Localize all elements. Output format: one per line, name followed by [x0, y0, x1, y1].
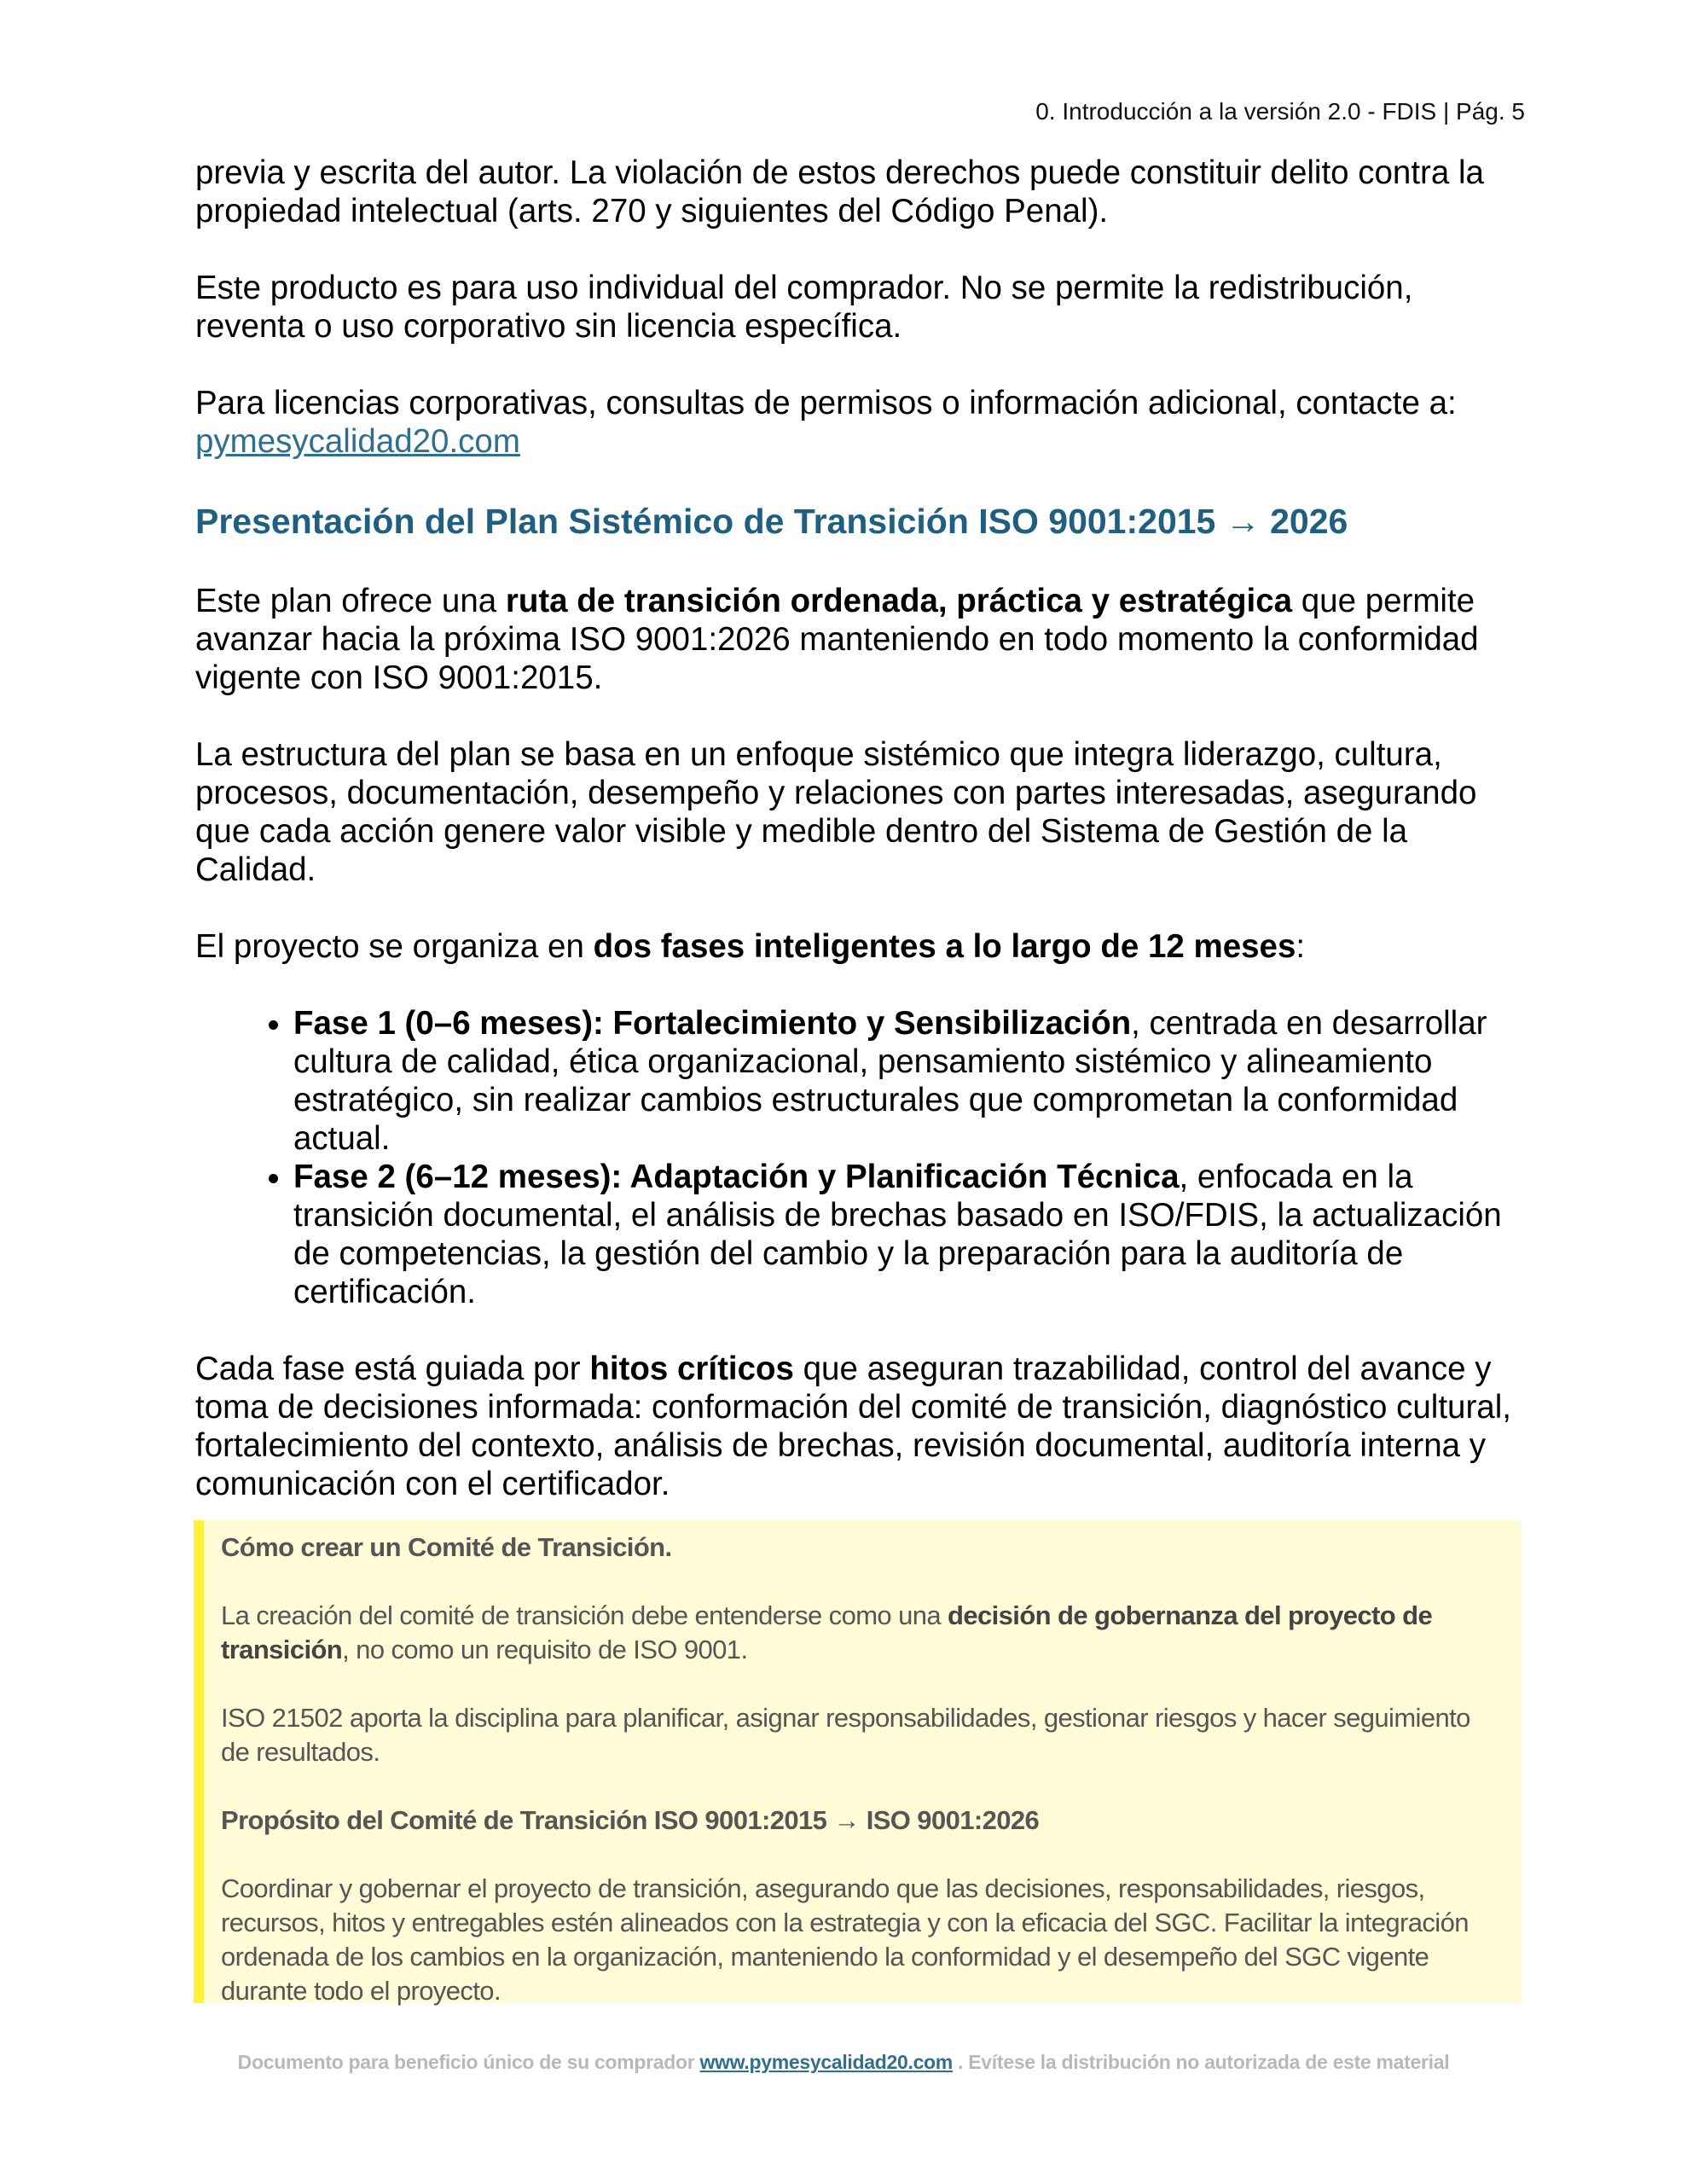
- page-footer: [0, 2051, 1687, 2074]
- page-header: 0. Introducción a la versión 2.0 - FDIS | Pág. 5: [1035, 98, 1525, 125]
- intro-bold: ruta de transición ordenada, práctica y estratégica: [505, 583, 1293, 619]
- committee-callout: [194, 1520, 1522, 2006]
- milestones-text-end: que aseguran trazabilidad, control del avance y toma de decisiones informada: conformación del comité de transición, diagnóstico cultural, fortalecimiento del contexto, análisis de brechas, revisión documental, auditoría interna y comunicación con el certificador.: [195, 1350, 1511, 1502]
- contact-text: Para licencias corporativas, consultas de permisos o información adicional, contacte a:: [195, 385, 1457, 421]
- footer-link[interactable]: www.pymesycalidad20.com: [699, 2051, 953, 2073]
- contact-paragraph: [195, 384, 1526, 461]
- callout-paragraph-2: ISO 21502 aporta la disciplina para planificar, asignar responsabilidades, gestionar riesgos y hacer seguimiento de resultados.: [221, 1703, 1470, 1767]
- org-text-end: :: [1296, 928, 1306, 965]
- org-bold: dos fases inteligentes a lo largo de 12 meses: [593, 928, 1296, 965]
- callout-bold: decisión de gobernanza del proyecto de transición: [221, 1600, 1433, 1664]
- callout-paragraph-3: Coordinar y gobernar el proyecto de transición, asegurando que las decisiones, responsabilidades, riesgos, recursos, hitos y entregables estén alineados con la estrategia y con la eficacia del SGC. Facilitar la integración ordenada de los cambios en la organización, manteniendo la conformidad y el desempeño del SGC vigente durante todo el proyecto.: [221, 1873, 1469, 2006]
- usage-paragraph: Este producto es para uso individual del comprador. No se permite la redistribución, reventa o uso corporativo sin licencia específica.: [195, 270, 1413, 345]
- org-text: El proyecto se organiza en: [195, 928, 594, 965]
- intro-text: Este plan ofrece una: [195, 583, 506, 619]
- milestones-bold: hitos críticos: [589, 1350, 794, 1387]
- copyright-paragraph: previa y escrita del autor. La violación de estos derechos puede constituir delito contra la propiedad intelectual (arts. 270 y siguientes del Código Penal).: [195, 154, 1484, 229]
- callout-text-end: , no como un requisito de ISO 9001.: [342, 1635, 748, 1664]
- phase-2-title: Fase 2 (6–12 meses): Adaptación y Planificación Técnica: [293, 1159, 1180, 1195]
- callout-text: La creación del comité de transición debe entenderse como una: [221, 1600, 948, 1630]
- milestones-paragraph: [195, 1350, 1526, 1503]
- website-link[interactable]: pymesycalidad20.com: [195, 423, 520, 460]
- phase-1-title: Fase 1 (0–6 meses): Fortalecimiento y Sensibilización: [293, 1005, 1132, 1042]
- footer-text: Documento para beneficio único de su comprador: [237, 2051, 700, 2073]
- callout-title: Cómo crear un Comité de Transición.: [221, 1532, 672, 1562]
- phases-list: [195, 1004, 1526, 1311]
- list-item: [293, 1158, 1526, 1311]
- phase-1-text: , centrada en desarrollar cultura de calidad, ética organizacional, pensamiento sistémico y alineamiento estratégico, sin realizar cambios estructurales que comprometan la conformidad actual.: [293, 1005, 1487, 1157]
- milestones-text: Cada fase está guiada por: [195, 1350, 590, 1387]
- callout-paragraph-1: [221, 1599, 1501, 1667]
- document-body: [195, 154, 1526, 1542]
- organization-paragraph: [195, 927, 1526, 966]
- structure-paragraph: La estructura del plan se basa en un enfoque sistémico que integra liderazgo, cultura, procesos, documentación, desempeño y relaciones con partes interesadas, asegurando que cada acción genere valor visible y medible dentro del Sistema de Gestión de la Calidad.: [195, 736, 1477, 888]
- callout-subtitle: Propósito del Comité de Transición ISO 9001:2015 → ISO 9001:2026: [221, 1805, 1040, 1835]
- section-title: Presentación del Plan Sistémico de Transición ISO 9001:2015 → 2026: [195, 502, 1348, 541]
- phase-2-text: , enfocada en la transición documental, el análisis de brechas basado en ISO/FDIS, la actualización de competencias, la gestión del cambio y la preparación para la auditoría de certificación.: [293, 1159, 1502, 1310]
- intro-text-end: que permite avanzar hacia la próxima ISO 9001:2026 manteniendo en todo momento la conformidad vigente con ISO 9001:2015.: [195, 583, 1479, 696]
- list-item: [293, 1004, 1526, 1158]
- footer-text-end: . Evítese la distribución no autorizada de este material: [952, 2051, 1450, 2073]
- intro-paragraph: [195, 582, 1526, 697]
